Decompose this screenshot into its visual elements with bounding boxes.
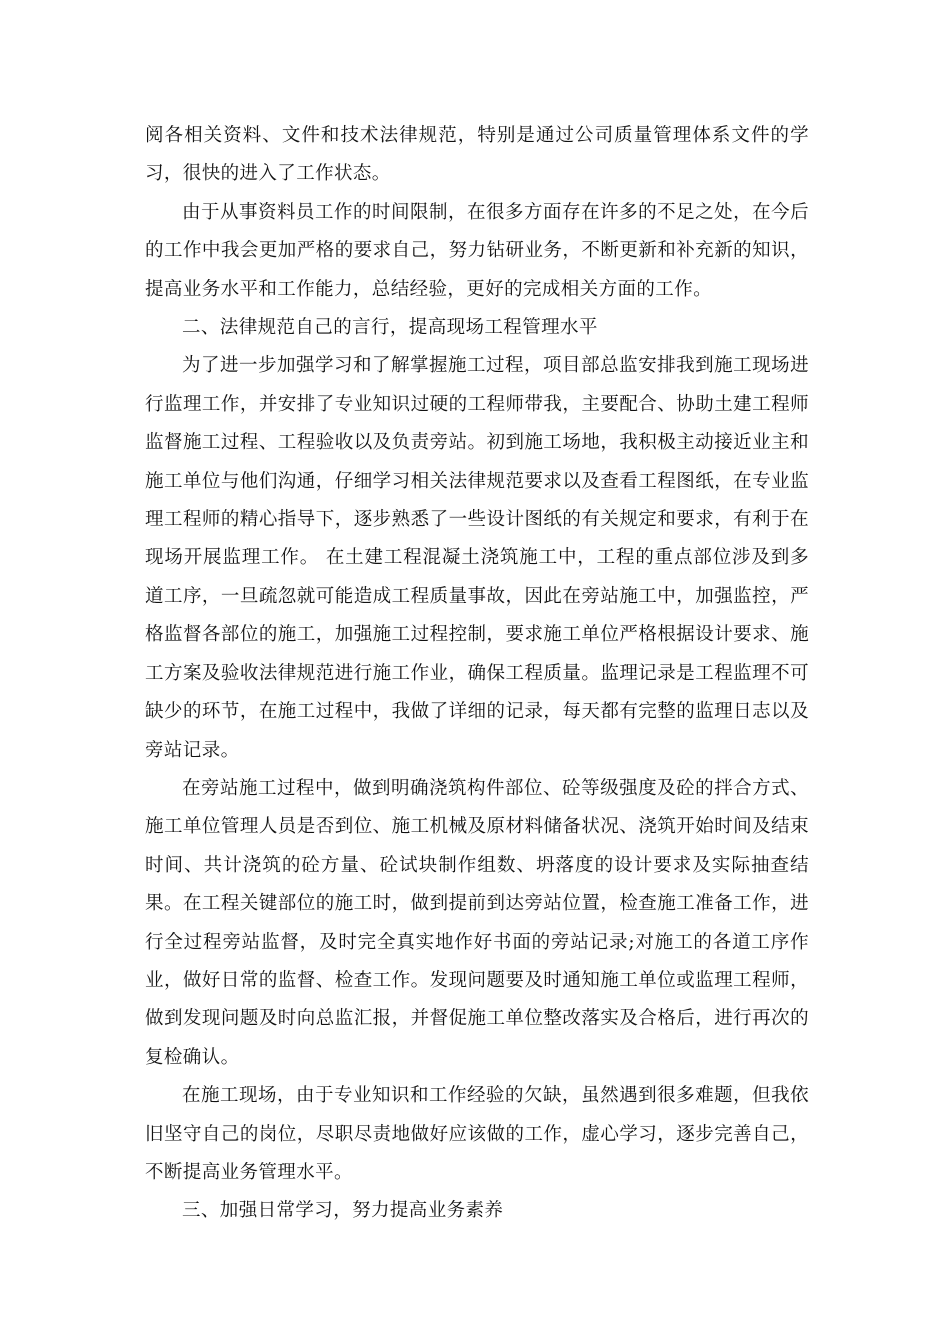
paragraph: 在旁站施工过程中，做到明确浇筑构件部位、砼等级强度及砼的拌合方式、施工单位管理人员是否到位、施工机械及原材料储备状况、浇筑开始时间及结束时间、共计浇筑的砼方量、砼试块制作组数、坍落度的设计要求及实际抽查结果。在工程关键部位的施工时，做到提前到达旁站位置，检查施工准备工作，进行全过程旁站监督，及时完全真实地作好书面的旁站记录;对施工的各道工序作业，做好日常的监督、检查工作。发现问题要及时通知施工单位或监理工程师，做到发现问题及时向总监汇报，并督促施工单位整改落实及合格后，进行再次的复检确认。 (145, 777, 809, 1068)
paragraph-continuation: 阅各相关资料、文件和技术法律规范，特别是通过公司质量管理体系文件的学习，很快的进入了工作状态。 (145, 125, 809, 185)
paragraph: 由于从事资料员工作的时间限制，在很多方面存在许多的不足之处，在今后的工作中我会更加严格的要求自己，努力钻研业务，不断更新和补充新的知识，提高业务水平和工作能力，总结经验，更好的完成相关方面的工作。 (145, 201, 809, 300)
paragraph: 为了进一步加强学习和了解掌握施工过程，项目部总监安排我到施工现场进行监理工作，并安排了专业知识过硬的工程师带我，主要配合、协助土建工程师监督施工过程、工程验收以及负责旁站。初到施工场地，我积极主动接近业主和施工单位与他们沟通，仔细学习相关法律规范要求以及查看工程图纸，在专业监理工程师的精心指导下，逐步熟悉了一些设计图纸的有关规定和要求，有利于在现场开展监理工作。 在土建工程混凝土浇筑施工中，工程的重点部位涉及到多道工序，一旦疏忽就可能造成工程质量事故，因此在旁站施工中，加强监控，严格监督各部位的施工，加强施工过程控制，要求施工单位严格根据设计要求、施工方案及验收法律规范进行施工作业，确保工程质量。监理记录是工程监理不可缺少的环节，在施工过程中，我做了详细的记录，每天都有完整的监理日志以及旁站记录。 (145, 355, 809, 761)
paragraph: 在施工现场，由于专业知识和工作经验的欠缺，虽然遇到很多难题，但我依旧坚守自己的岗位，尽职尽责地做好应该做的工作，虚心学习，逐步完善自己，不断提高业务管理水平。 (145, 1085, 809, 1183)
section-heading: 三、加强日常学习，努力提高业务素养 (182, 1200, 504, 1222)
document-body (145, 117, 809, 1231)
section-heading: 二、法律规范自己的言行，提高现场工程管理水平 (182, 317, 598, 339)
